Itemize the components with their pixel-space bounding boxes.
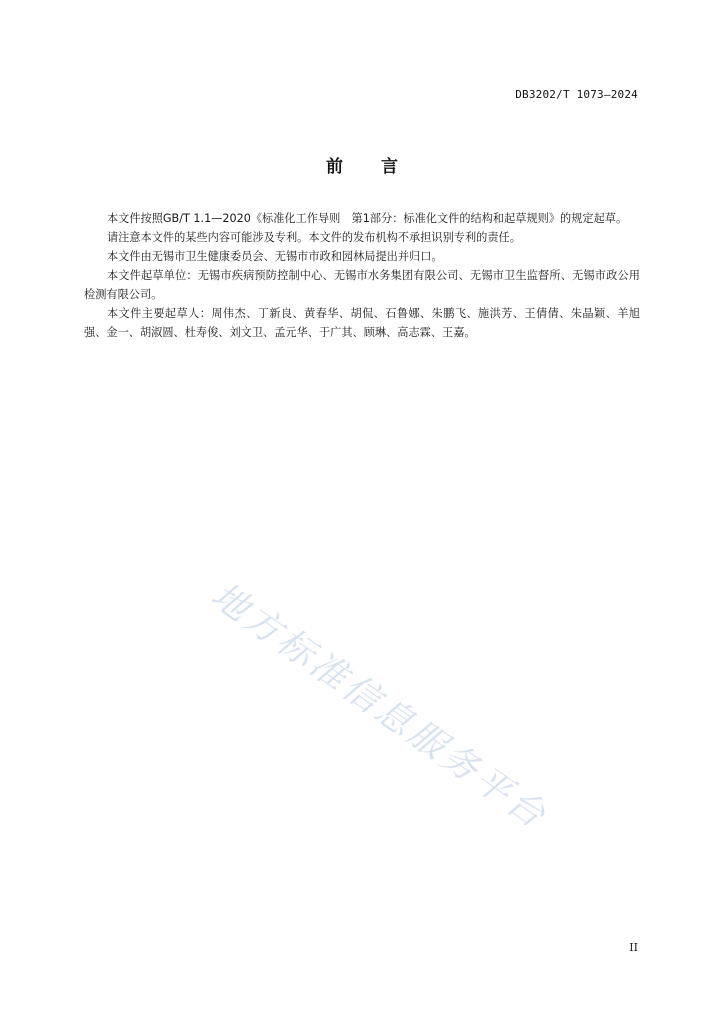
page-number: II — [629, 941, 638, 954]
paragraph-drafting-units: 本文件起草单位：无锡市疾病预防控制中心、无锡市水务集团有限公司、无锡市卫生监督所、无锡市政公用检测有限公司。 — [84, 269, 640, 301]
paragraph-patent-notice: 请注意本文件的某些内容可能涉及专利。本文件的发布机构不承担识别专利的责任。 — [106, 231, 521, 244]
paragraph-drafters: 本文件主要起草人：周伟杰、丁新良、黄春华、胡侃、石鲁娜、朱鹏飞、施洪芳、王倩倩、朱晶颖、羊旭强、金一、胡淑圆、杜寿俊、刘文卫、孟元华、于广其、顾琳、高志霖、王嘉。 — [84, 307, 640, 339]
watermark: 地方标准信息服务平台 — [203, 574, 555, 838]
foreword-body — [84, 209, 640, 342]
document-code: DB3202/T 1073—2024 — [515, 88, 638, 101]
paragraph-drafting-rules: 本文件按照GB/T 1.1—2020《标准化工作导则 第1部分：标准化文件的结构和起草规则》的规定起草。 — [106, 212, 628, 225]
page-title: 前言 — [326, 157, 436, 177]
paragraph-proposer: 本文件由无锡市卫生健康委员会、无锡市市政和园林局提出并归口。 — [106, 250, 443, 263]
